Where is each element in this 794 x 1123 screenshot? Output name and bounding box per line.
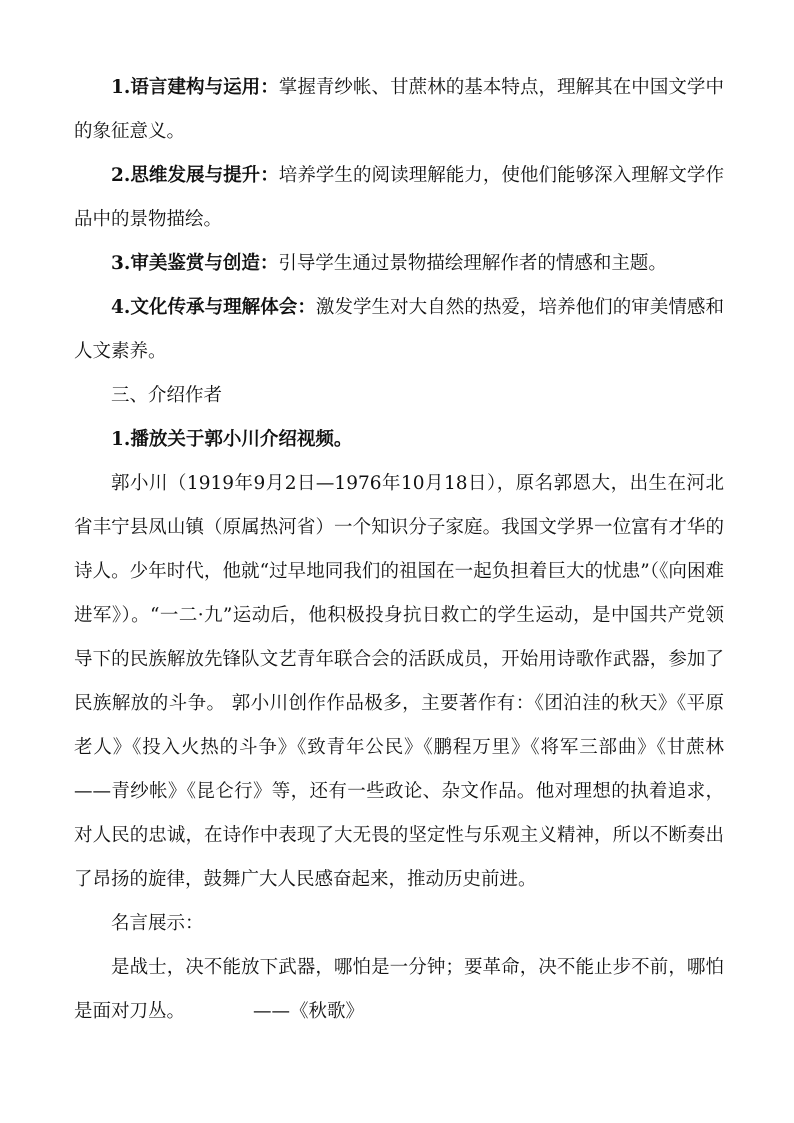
author-bio: 郭小川（1919年9月2日—1976年10月18日），原名郭恩大，出生在河北省丰宁县凤山镇（原属热河省）一个知识分子家庭。我国文学界一位富有才华的诗人。少年时代，他就“过早地同我们的祖国在一起负担着巨大的忧患”（《向困难进军》）。“一二·九”运动后，他积极投身抗日救亡的学生运动，是中国共产党领导下的民族解放先锋队文艺青年联合会的活跃成员，开始用诗歌作武器，参加了民族解放的斗争。 郭小川创作作品极多，主要著作有：《团泊洼的秋天》《平原老人》《投入火热的斗争》《致青年公民》《鹏程万里》《将军三部曲》《甘蔗林——青纱帐》《昆仑行》等，还有一些政论、杂文作品。他对理想的执着追求，对人民的忠诚，在诗作中表现了大无畏的坚定性与乐观主义精神，所以不断奏出了昂扬的旋律，鼓舞广大人民感奋起来，推动历史前进。: [74, 473, 724, 890]
goal-item: [74, 66, 724, 154]
quote-source: ——《秋歌》: [253, 1001, 365, 1022]
goal-label: 4.文化传承与理解体会：: [111, 297, 316, 318]
goal-item: [74, 286, 724, 374]
section-title: 三、介绍作者: [111, 385, 223, 406]
goal-label: 3.审美鉴赏与创造：: [111, 253, 279, 274]
goal-text: 培养学生的阅读理解能力，使他们能够深入理解文学作品中的景物描绘。: [74, 165, 724, 230]
goal-text: 激发学生对大自然的热爱，培养他们的审美情感和人文素养。: [74, 297, 724, 362]
video-item: 1.播放关于郭小川介绍视频。: [111, 429, 353, 450]
quote-text: 是战士，决不能放下武器，哪怕是一分钟；要革命，决不能止步不前，哪怕是面对刀丛。: [74, 957, 724, 1022]
quote-block: [74, 946, 724, 1034]
document-page: [74, 66, 724, 1034]
goal-text: 掌握青纱帐、甘蔗林的基本特点，理解其在中国文学中的象征意义。: [74, 77, 724, 142]
quote-heading: 名言展示：: [111, 913, 204, 934]
goal-text: 引导学生通过景物描绘理解作者的情感和主题。: [278, 253, 667, 274]
goal-item: [74, 154, 724, 242]
goal-item: [74, 242, 724, 286]
goal-label: 2.思维发展与提升：: [111, 165, 279, 186]
goal-label: 1.语言建构与运用：: [111, 77, 279, 98]
